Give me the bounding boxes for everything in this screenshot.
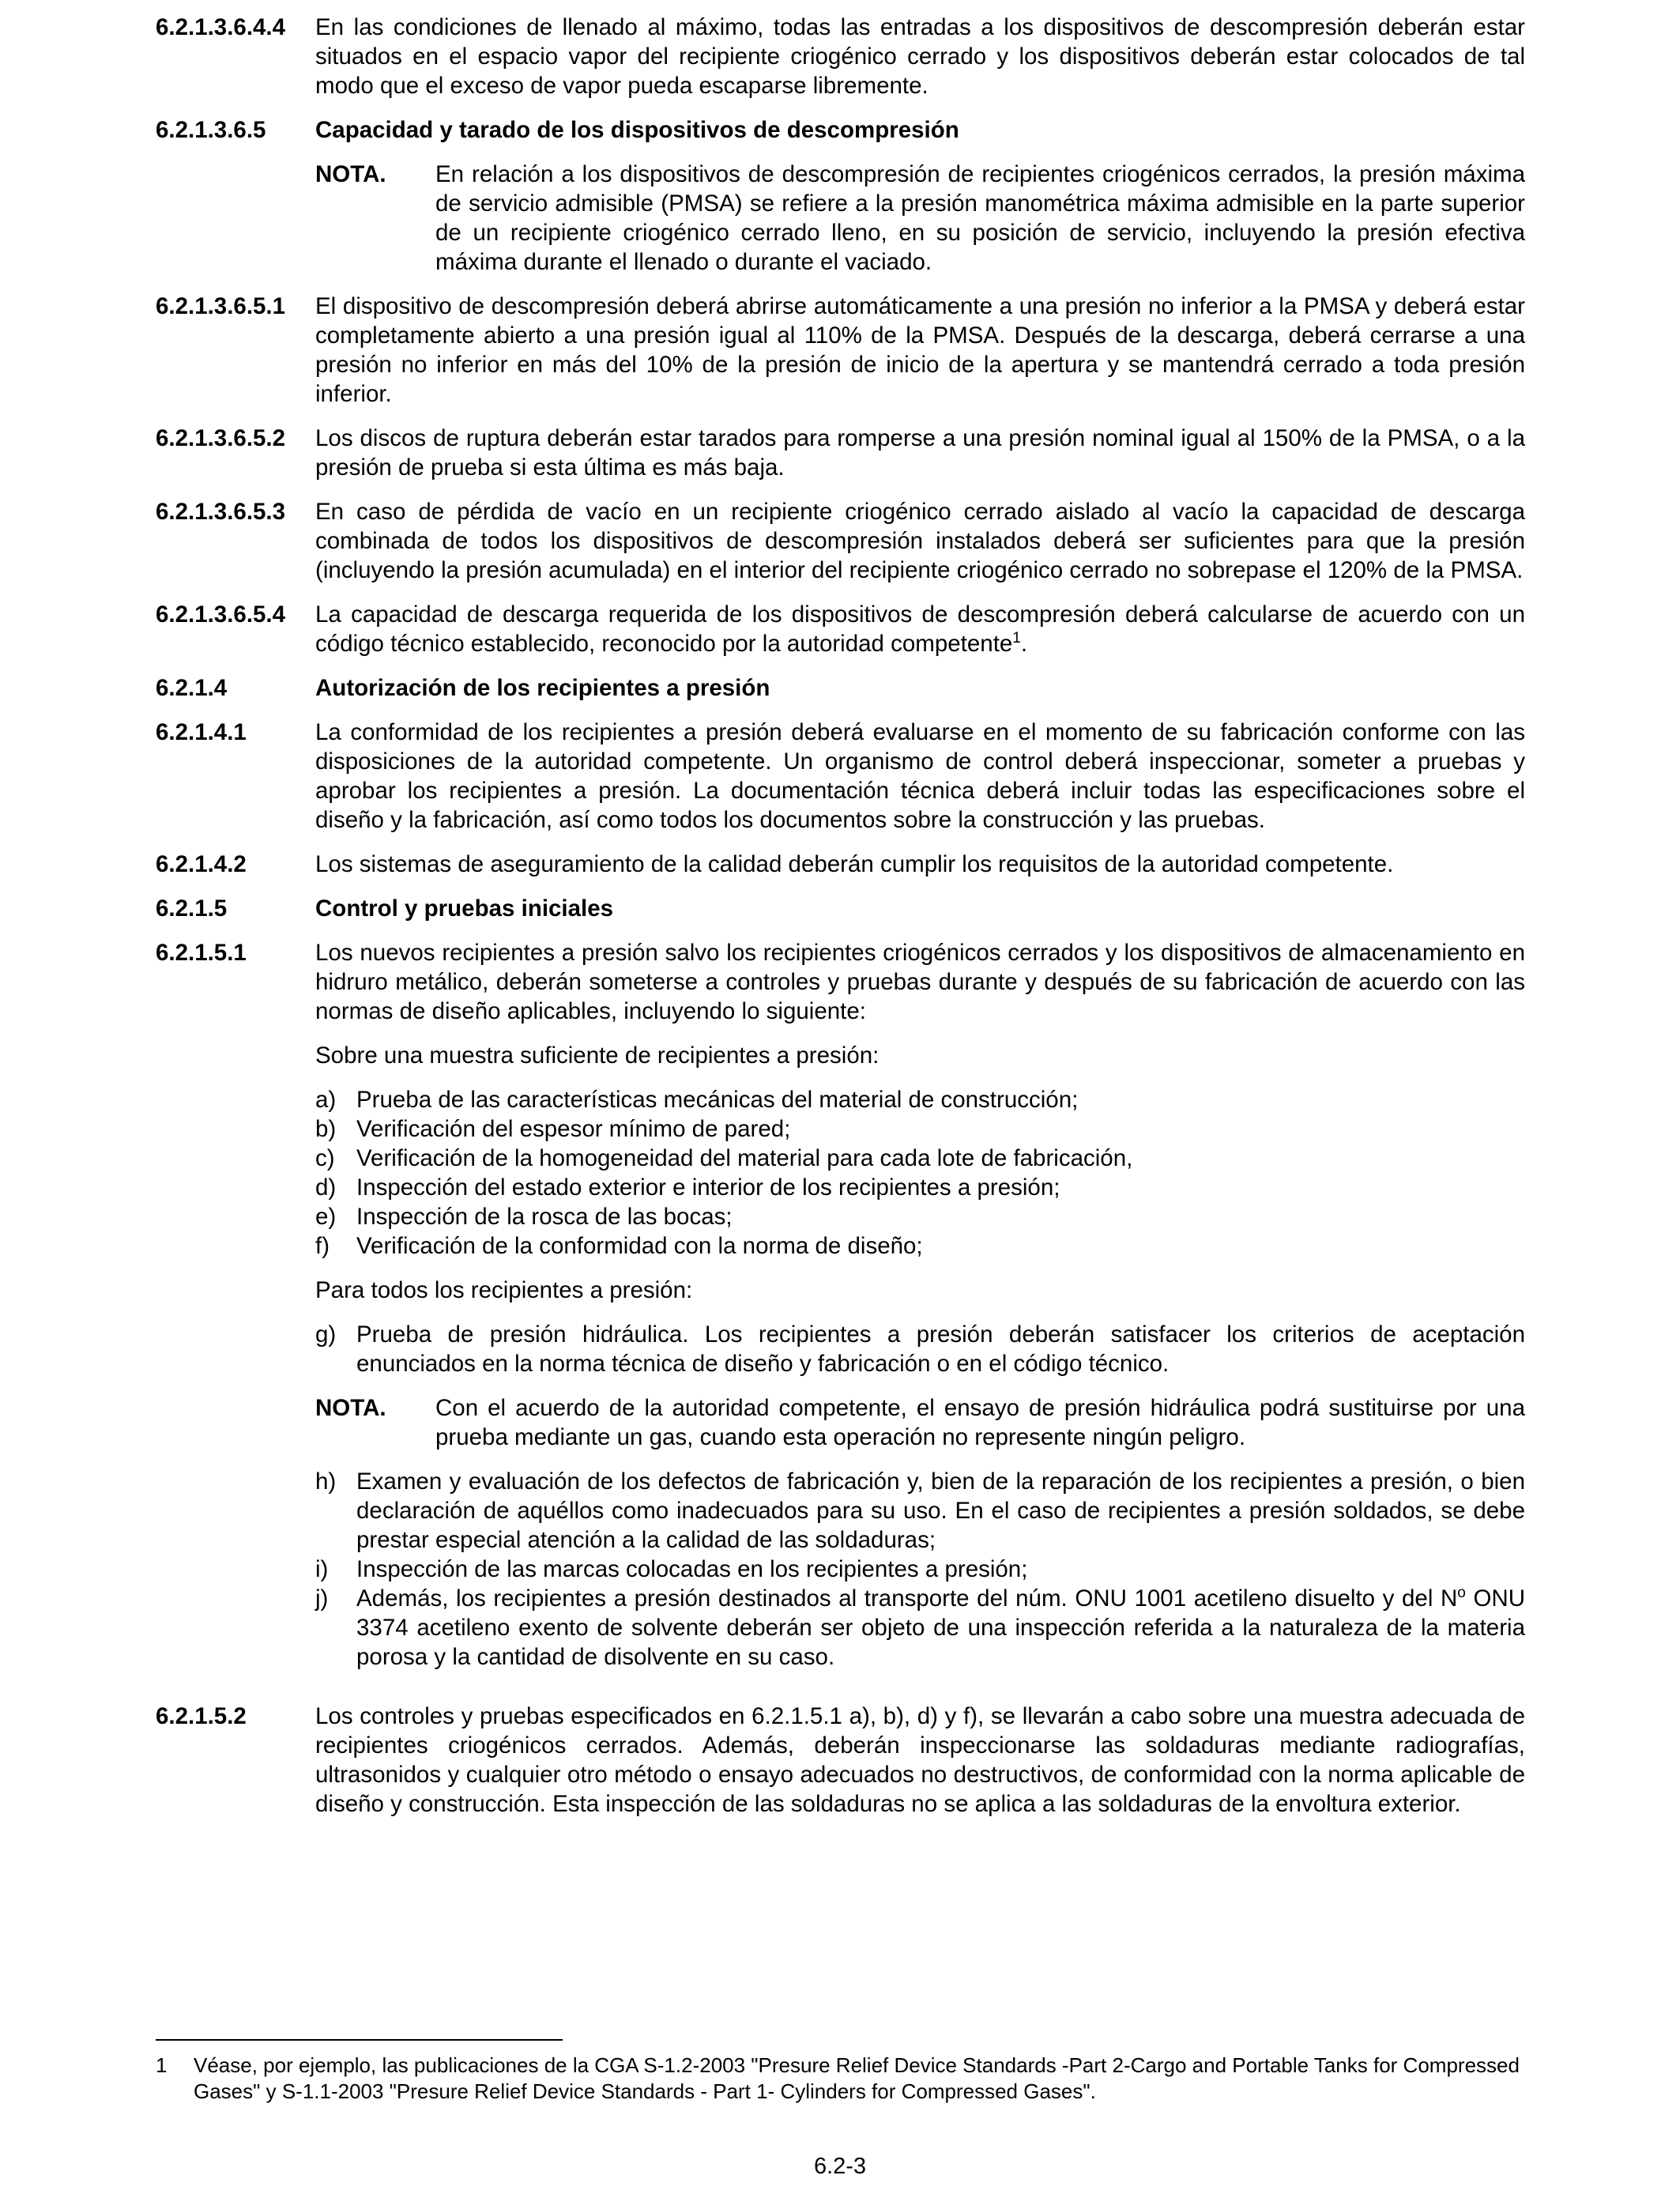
list-item: j) Además, los recipientes a presión destinados al transporte del núm. ONU 1001 acetileno disuelto y del $N^o$ ONU 3374 acetileno exento de solvente deberán ser objeto de una inspección referida a la naturaleza de la materia porosa y la cantidad de disolvente en su caso. bbox=[315, 1585, 1526, 1670]
note-label: NOTA. bbox=[315, 161, 386, 187]
footnote-text: Véase, por ejemplo, las publicaciones de la CGA S-1.2-2003 "Presure Relief Device Standards -Part 2-Cargo and Portable Tanks for Compressed Gases" y S-1.1-2003 "Presure Relief Device Standards - Part 1- Cylinders for Compressed Gases". bbox=[194, 2053, 1520, 2103]
section-number: 6.2.1.3.6.5.3 bbox=[156, 499, 286, 525]
section-6-2-1-4 bbox=[156, 673, 1525, 703]
section-text: Los discos de ruptura deberán estar tarados para romperse a una presión nominal igual al 150% de la PMSA, o a la presión de prueba si esta última es más baja. bbox=[315, 425, 1525, 481]
document-page bbox=[156, 13, 1525, 1834]
inspection-list-g bbox=[315, 1320, 1525, 1378]
note-hydraulic-test bbox=[315, 1393, 1525, 1452]
section-number: 6.2.1.5.2 bbox=[156, 1703, 247, 1729]
section-heading: Control y pruebas iniciales bbox=[315, 895, 614, 922]
section-heading: Capacidad y tarado de los dispositivos de descompresión bbox=[315, 117, 959, 143]
section-number: 6.2.1.5 bbox=[156, 895, 228, 922]
footnote bbox=[156, 2053, 1525, 2105]
section-6-2-1-5 bbox=[156, 894, 1525, 923]
section-heading: Autorización de los recipientes a presión bbox=[315, 675, 770, 701]
section-6-2-1-3-6-5 bbox=[156, 115, 1525, 145]
section-6-2-1-4-1 bbox=[156, 718, 1525, 835]
list-item: i) Inspección de las marcas colocadas en los recipientes a presión; bbox=[315, 1556, 1028, 1582]
section-6-2-1-5-1 bbox=[156, 938, 1525, 1687]
list-item: c) Verificación de la homogeneidad del material para cada lote de fabricación, bbox=[315, 1145, 1133, 1171]
section-number: 6.2.1.5.1 bbox=[156, 940, 247, 966]
list-item: g) Prueba de presión hidráulica. Los recipientes a presión deberán satisfacer los criterios de aceptación enunciados en la norma técnica de diseño y fabricación o en el código técnico. bbox=[315, 1321, 1525, 1377]
inspection-list-h-j bbox=[315, 1467, 1525, 1672]
list-intro: Para todos los recipientes a presión: bbox=[315, 1277, 693, 1303]
section-6-2-1-3-6-5-2 bbox=[156, 424, 1525, 482]
section-6-2-1-3-6-5-4 bbox=[156, 600, 1525, 658]
note-text: En relación a los dispositivos de descompresión de recipientes criogénicos cerrados, la presión máxima de servicio admisible (PMSA) se refiere a la presión manométrica máxima admisible en la parte superior de un recipiente criogénico cerrado lleno, en su posición de servicio, incluyendo la presión efectiva máxima durante el llenado o durante el vaciado. bbox=[435, 161, 1525, 275]
section-number: 6.2.1.3.6.5.2 bbox=[156, 425, 286, 451]
section-number: 6.2.1.3.6.5 bbox=[156, 117, 266, 143]
note-pmsa bbox=[156, 160, 1525, 277]
section-number: 6.2.1.3.6.4.4 bbox=[156, 14, 286, 40]
section-text: La conformidad de los recipientes a presión deberá evaluarse en el momento de su fabricación conforme con las disposiciones de la autoridad competente. Un organismo de control deberá inspeccionar, someter a pruebas y aprobar los recipientes a presión. La documentación técnica deberá incluir todas las especificaciones sobre el diseño y la fabricación, así como todos los documentos sobre la construcción y las pruebas. bbox=[315, 719, 1525, 833]
section-number: 6.2.1.4.1 bbox=[156, 719, 247, 745]
section-6-2-1-4-2 bbox=[156, 850, 1525, 879]
section-number: 6.2.1.3.6.5.1 bbox=[156, 293, 286, 319]
inspection-list bbox=[315, 1085, 1525, 1261]
footnote-reference[interactable]: 1 bbox=[1012, 630, 1021, 647]
section-number: 6.2.1.3.6.5.4 bbox=[156, 601, 286, 628]
list-item: b) Verificación del espesor mínimo de pared; bbox=[315, 1116, 791, 1142]
note-label: NOTA. bbox=[315, 1395, 386, 1421]
list-item: h) Examen y evaluación de los defectos de fabricación y, bien de la reparación de los recipientes a presión, o bien declaración de aquéllos como inadecuados para su uso. En el caso de recipientes a presión soldados, se debe prestar especial atención a la calidad de las soldaduras; bbox=[315, 1468, 1525, 1553]
footnote-mark: 1 bbox=[156, 2053, 168, 2077]
section-text: Los sistemas de aseguramiento de la calidad deberán cumplir los requisitos de la autoridad competente. bbox=[315, 851, 1394, 877]
section-6-2-1-3-6-5-1 bbox=[156, 292, 1525, 409]
section-text: La capacidad de descarga requerida de los dispositivos de descompresión deberá calcularse de acuerdo con un código técnico establecido, reconocido por la autoridad competente$^1$. bbox=[315, 601, 1525, 657]
footnote-divider bbox=[156, 2039, 563, 2041]
list-intro: Sobre una muestra suficiente de recipientes a presión: bbox=[315, 1042, 880, 1069]
list-item: a) Prueba de las características mecánicas del material de construcción; bbox=[315, 1087, 1079, 1113]
list-item: d) Inspección del estado exterior e interior de los recipientes a presión; bbox=[315, 1174, 1060, 1201]
section-6-2-1-5-2 bbox=[156, 1702, 1525, 1819]
section-text: Los controles y pruebas especificados en 6.2.1.5.1 a), b), d) y f), se llevarán a cabo sobre una muestra adecuada de recipientes criogénicos cerrados. Además, deberán inspeccionarse las soldaduras mediante radiografías, ultrasonidos y cualquier otro método o ensayo adecuados no destructivos, de conformidad con la norma aplicable de diseño y construcción. Esta inspección de las soldaduras no se aplica a las soldaduras de la envoltura exterior. bbox=[315, 1703, 1525, 1817]
list-item: f) Verificación de la conformidad con la norma de diseño; bbox=[315, 1233, 923, 1259]
section-text: En las condiciones de llenado al máximo, todas las entradas a los dispositivos de descompresión deberán estar situados en el espacio vapor del recipiente criogénico cerrado y los dispositivos deberán estar colocados de tal modo que el exceso de vapor pueda escaparse libremente. bbox=[315, 14, 1525, 99]
section-number: 6.2.1.4 bbox=[156, 675, 228, 701]
list-item: e) Inspección de la rosca de las bocas; bbox=[315, 1204, 733, 1230]
section-number: 6.2.1.4.2 bbox=[156, 851, 247, 877]
section-6-2-1-3-6-4-4 bbox=[156, 13, 1525, 100]
section-text: Los nuevos recipientes a presión salvo los recipientes criogénicos cerrados y los dispositivos de almacenamiento en hidruro metálico, deberán someterse a controles y pruebas durante y después de su fabricación de acuerdo con las normas de diseño aplicables, incluyendo lo siguiente: bbox=[315, 940, 1525, 1024]
section-text: El dispositivo de descompresión deberá abrirse automáticamente a una presión no inferior a la PMSA y deberá estar completamente abierto a una presión igual al 110% de la PMSA. Después de la descarga, deberá cerrarse a una presión no inferior en más del 10% de la presión de inicio de la apertura y se mantendrá cerrado a toda presión inferior. bbox=[315, 293, 1525, 407]
note-text: Con el acuerdo de la autoridad competente, el ensayo de presión hidráulica podrá sustituirse por una prueba mediante un gas, cuando esta operación no represente ningún peligro. bbox=[435, 1395, 1525, 1450]
section-6-2-1-3-6-5-3 bbox=[156, 497, 1525, 585]
page-number: 6.2-3 bbox=[813, 2154, 867, 2179]
section-text: En caso de pérdida de vacío en un recipiente criogénico cerrado aislado al vacío la capacidad de descarga combinada de todos los dispositivos de descompresión instalados deberá ser suficientes para que la presión (incluyendo la presión acumulada) en el interior del recipiente criogénico cerrado no sobrepase el 120% de la PMSA. bbox=[315, 499, 1525, 583]
